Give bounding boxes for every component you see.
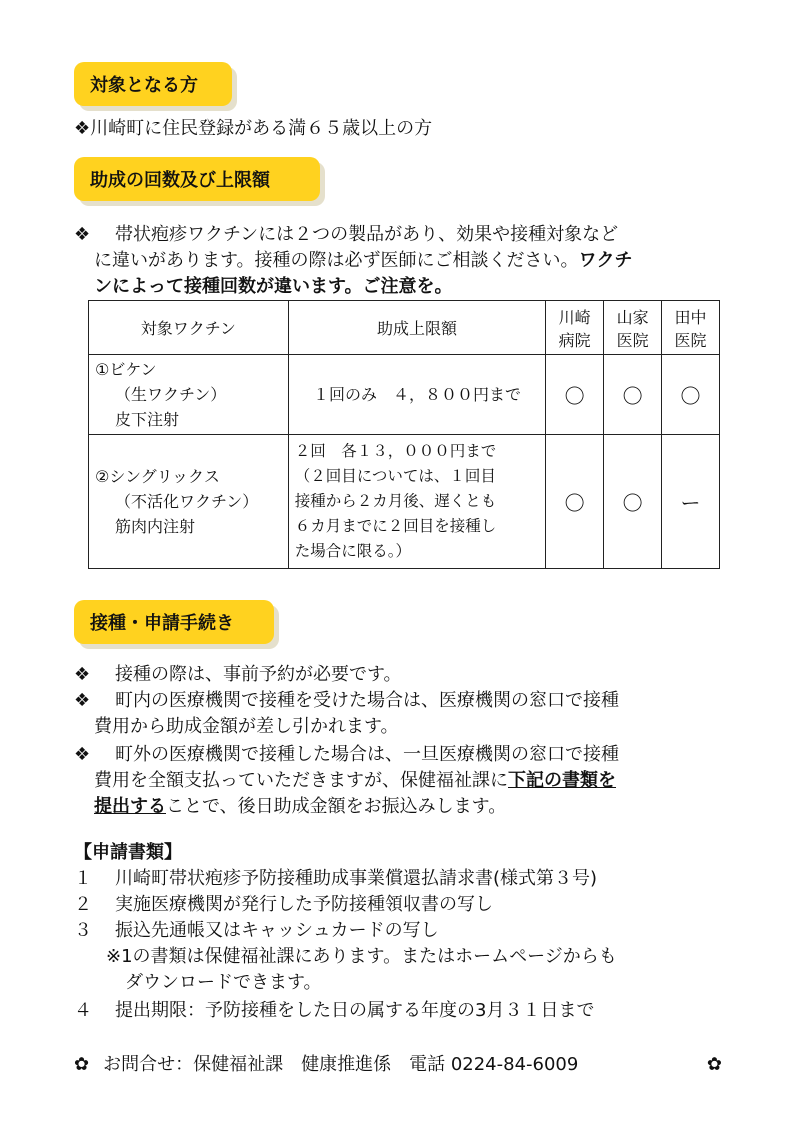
vaccine-table [88,300,720,569]
subsidy-para-line2 [94,248,633,274]
header-clinic-kawasaki-b: 病院 [558,330,591,350]
subsidy-para-line1: 帯状疱疹ワクチンには２つの製品があり、効果や接種対象など [115,224,619,245]
subsidy-para-line2-bold: ワクチ [578,250,633,271]
footer [74,1052,722,1078]
header-clinic-tanaka [662,301,720,355]
documents-heading: 【申請書類】 [74,842,182,863]
clinic-yamaie-cell: 〇 [604,355,662,435]
target-text: ❖川崎町に住民登録がある満６５歳以上の方 [74,118,433,139]
limit-cell [288,355,546,435]
header-clinic-tanaka-b: 医院 [674,330,707,350]
procedure-bullet-3: ❖ [74,744,91,765]
document-note-line1: ※1の書類は保健福祉課にあります。またはホームページからも [106,946,617,967]
vaccine-cell [89,435,289,569]
procedure-item-3-line2 [94,768,616,794]
clinic-kawasaki-cell: 〇 [546,435,604,569]
limit-cell [288,435,546,569]
section-heading-procedure: 接種・申請手続き [74,600,274,644]
clinic-yamaie-cell: 〇 [604,435,662,569]
table-row [89,355,720,435]
document-num-2: ２ [74,894,92,915]
procedure-item-3-underline-b: 提出する [94,796,166,817]
procedure-item-3-line3 [94,794,506,820]
subsidy-para-line3: ンによって接種回数が違います。ご注意を。 [94,276,453,297]
subsidy-para-line2-text: に違いがあります。接種の際は必ず医師にご相談ください。 [94,250,579,271]
limit-line: た場合に限る。） [294,542,411,560]
limit-line: 接種から２カ月後、遅くとも [294,492,497,510]
document-text-3: 振込先通帳又はキャッシュカードの写し [115,920,439,941]
vaccine-name: ②シングリックス [95,467,220,486]
header-clinic-kawasaki [546,301,604,355]
header-clinic-yamaie-a: 山家 [616,307,649,327]
vaccine-method: 筋肉内注射 [115,517,196,536]
table-row [89,435,720,569]
table-header-row [89,301,720,355]
header-clinic-yamaie-b: 医院 [616,330,649,350]
section-heading-subsidy: 助成の回数及び上限額 [74,157,320,201]
document-num-1: １ [74,868,92,889]
clinic-kawasaki-cell: 〇 [546,355,604,435]
document-num-3: ３ [74,920,92,941]
vaccine-type: （生ワクチン） [115,385,227,404]
limit-line: （２回目については、１回目 [294,467,496,485]
document-num-4: ４ [74,1000,92,1021]
limit-line: ６カ月までに２回目を接種し [294,517,497,535]
clinic-tanaka-cell: 〇 [662,355,720,435]
procedure-item-3-line1: 町外の医療機関で接種した場合は、一旦医療機関の窓口で接種 [115,744,619,765]
procedure-item-1: 接種の際は、事前予約が必要です。 [115,664,402,685]
clinic-tanaka-cell: ー [662,435,720,569]
procedure-item-2-line1: 町内の医療機関で接種を受けた場合は、医療機関の窓口で接種 [115,690,619,711]
document-text-4: 提出期限：予防接種をした日の属する年度の3月３１日まで [115,1000,595,1021]
procedure-bullet-2: ❖ [74,690,91,711]
document-text-1: 川崎町帯状疱疹予防接種助成事業償還払請求書(様式第３号) [115,868,598,889]
vaccine-type: （不活化ワクチン） [115,492,259,511]
procedure-item-2-line2: 費用から助成金額が差し引かれます。 [94,716,399,737]
flower-left-icon: ✿ [74,1054,90,1075]
flower-right-icon: ✿ [706,1054,722,1075]
document-note-line2: ダウンロードできます。 [125,972,322,993]
header-limit: 助成上限額 [288,301,546,355]
vaccine-cell [89,355,289,435]
vaccine-method: 皮下注射 [115,410,180,429]
section-heading-target: 対象となる方 [74,62,232,106]
header-clinic-tanaka-a: 田中 [674,307,707,327]
vaccine-name: ①ビケン [95,360,157,379]
header-clinic-yamaie [604,301,662,355]
subsidy-bullet: ❖ [74,224,91,245]
procedure-item-3-line2-text: 費用を全額支払っていただきますが、保健福祉課に [94,770,508,791]
document-text-2: 実施医療機関が発行した予防接種領収書の写し [115,894,493,915]
limit-line: ２回 各１３，０００円まで [294,442,497,460]
header-clinic-kawasaki-a: 川崎 [558,307,591,327]
limit-line: １回のみ ４，８００円まで [312,385,521,404]
header-vaccine: 対象ワクチン [89,301,289,355]
procedure-item-3-underline-a: 下記の書類を [508,770,616,791]
procedure-bullet-1: ❖ [74,664,91,685]
procedure-item-3-line3-text: ことで、後日助成金額をお振込みします。 [166,796,507,817]
footer-contact-text: お問合せ：保健福祉課 健康推進係 電話 0224-84-6009 [103,1054,579,1075]
